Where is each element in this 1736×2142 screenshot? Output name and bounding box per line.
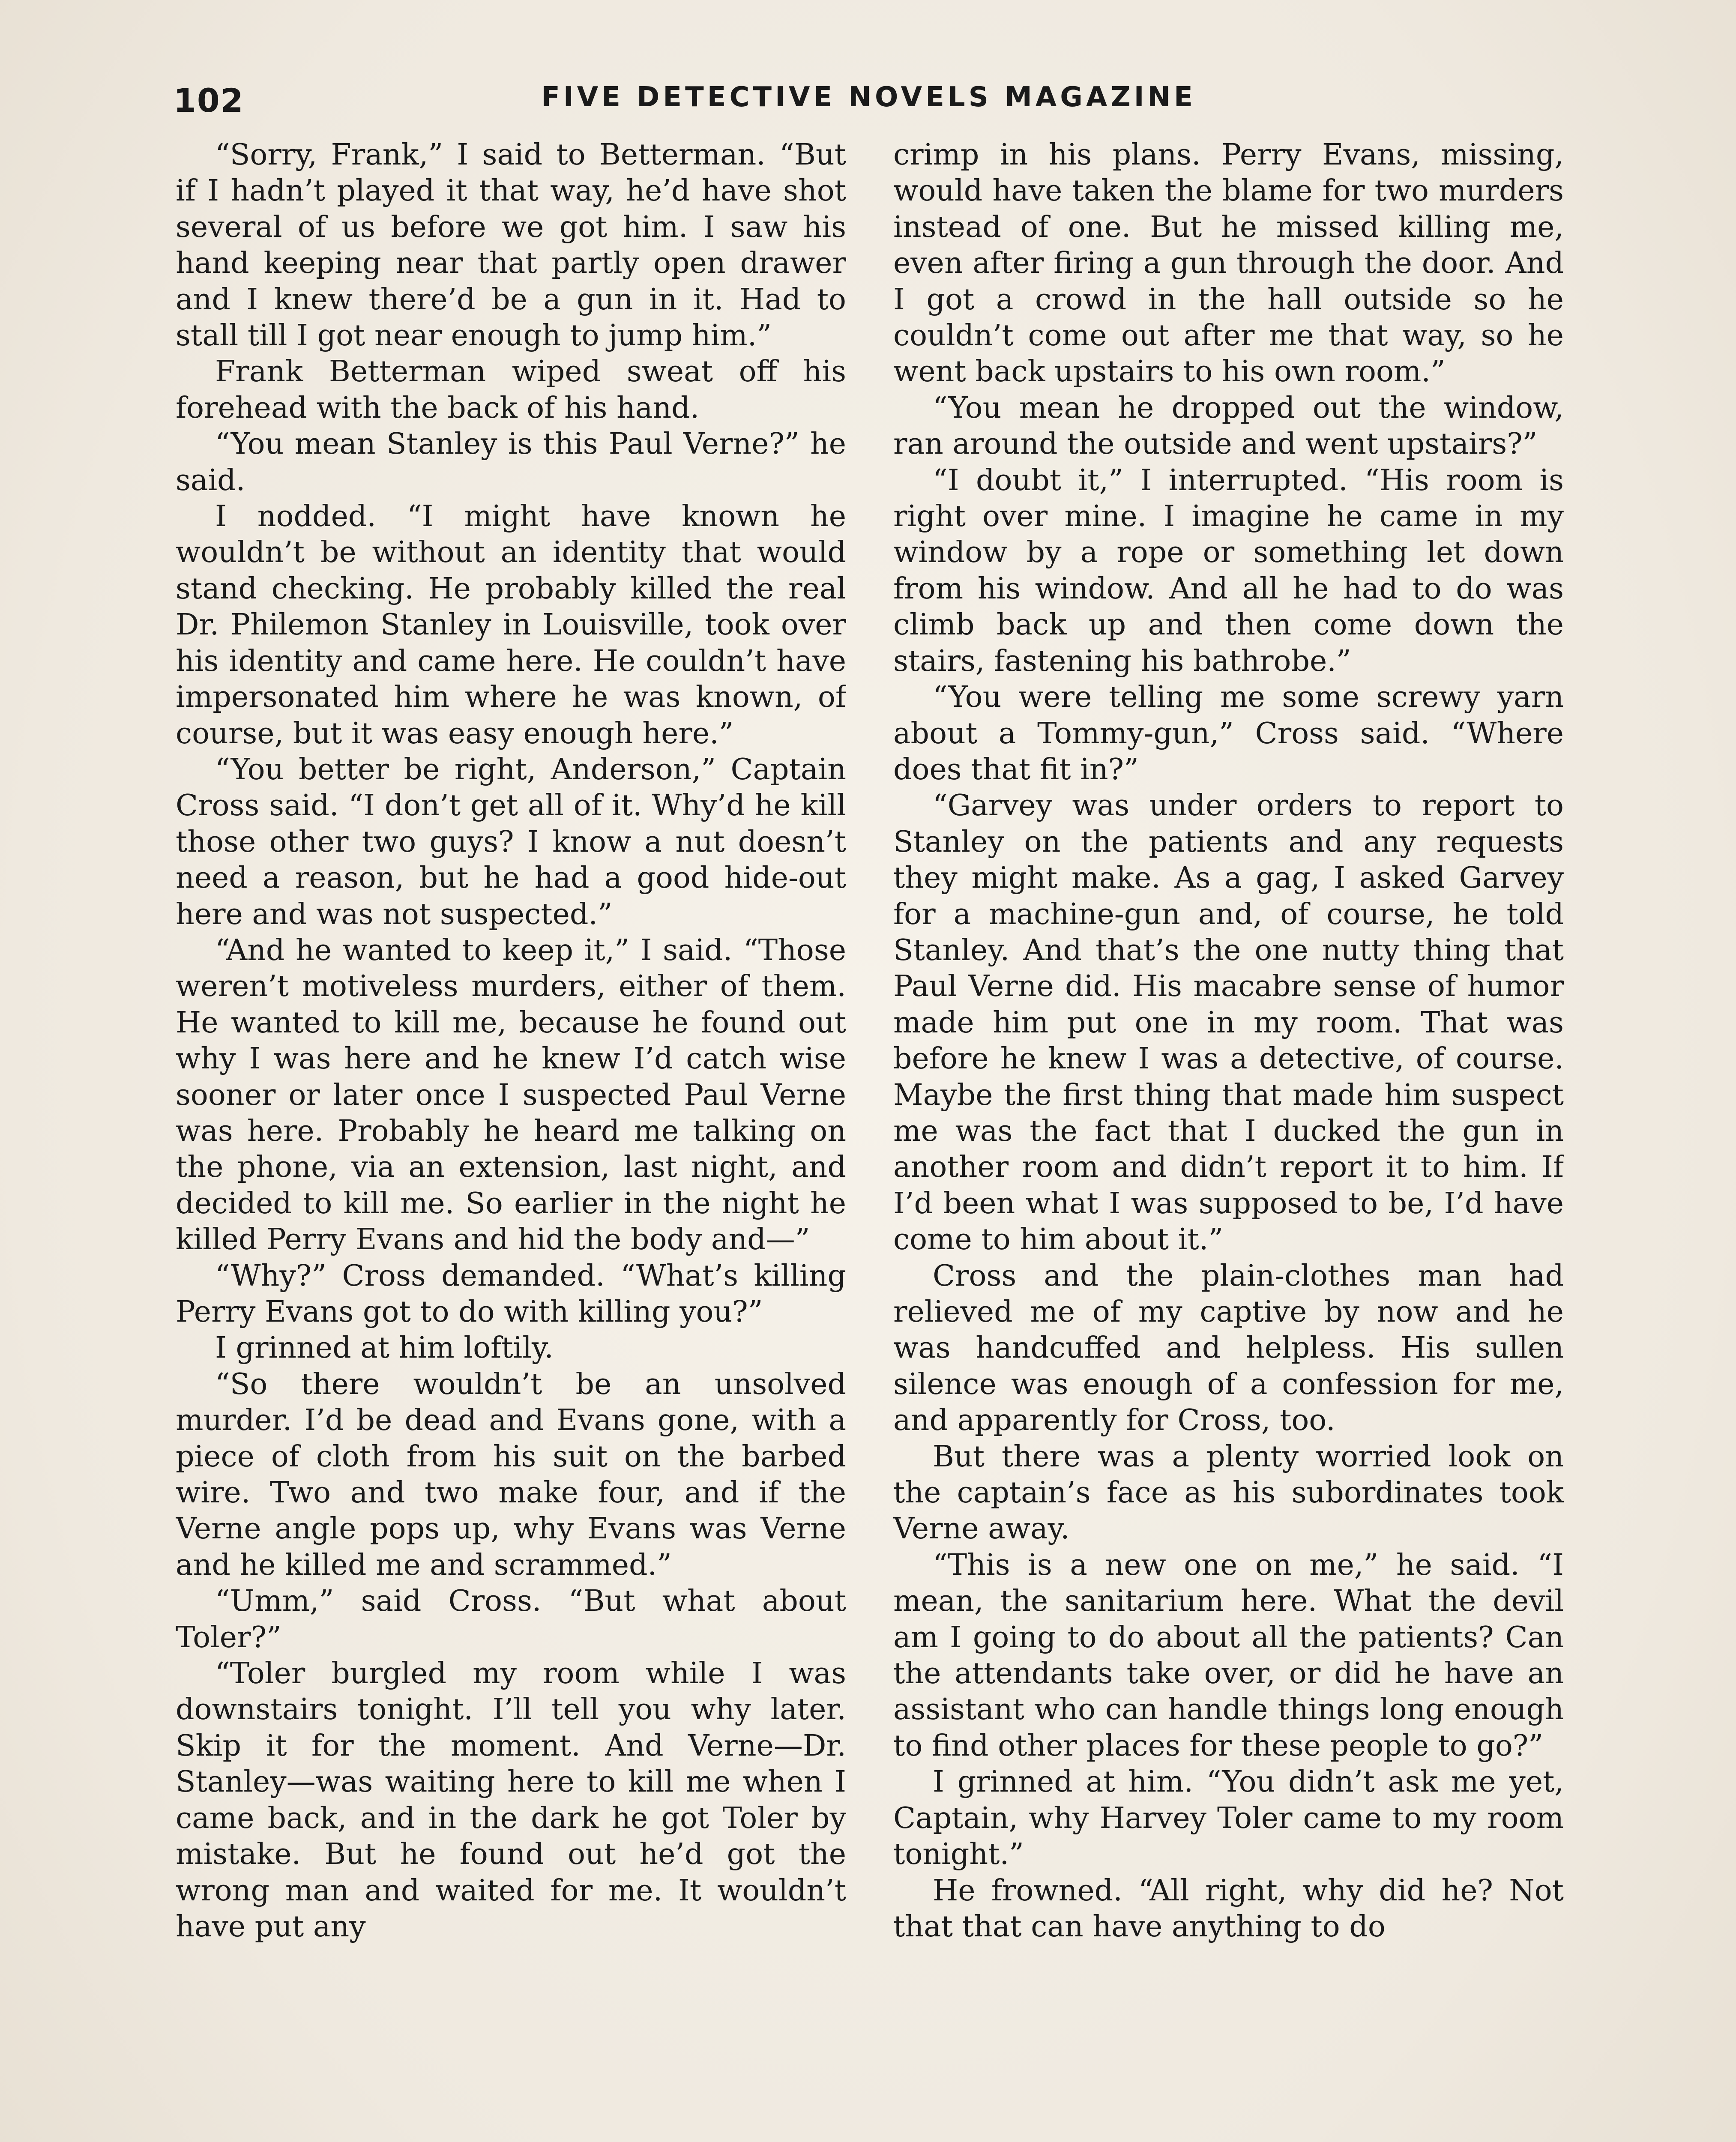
paragraph: Cross and the plain-clothes man had relieved me of my captive by now and he was handcuffed and helpless. His sullen silence was enough of a confession for me, and apparently for Cross, too.	[893, 1259, 1564, 1438]
paragraph: “Why?” Cross demanded. “What’s killing Perry Evans got to do with killing you?”	[176, 1259, 846, 1329]
paragraph: “You mean he dropped out the window, ran around the outside and went upstairs?”	[893, 391, 1564, 461]
paragraph: Frank Betterman wiped sweat off his forehead with the back of his hand.	[176, 355, 846, 425]
paragraph: “Sorry, Frank,” I said to Betterman. “But if I hadn’t played it that way, he’d have shot several of us before we got him. I saw his hand keeping near that partly open drawer and I knew there’d be a gun in it. Had to stall till I got near enough to jump him.”	[176, 138, 846, 353]
page-number: 102	[174, 81, 244, 120]
paragraph: I grinned at him. “You didn’t ask me yet, Captain, why Harvey Toler came to my room tonight.”	[893, 1765, 1564, 1872]
paragraph: “You mean Stanley is this Paul Verne?” he said.	[176, 427, 846, 497]
left-column	[176, 137, 846, 2142]
magazine-title: FIVE DETECTIVE NOVELS MAGAZINE	[541, 81, 1196, 113]
paragraph: “Garvey was under orders to report to Stanley on the patients and any requests they might make. As a gag, I asked Garvey for a machine-gun and, of course, he told Stanley. And that’s the one nutty thing that Paul Verne did. His macabre sense of humor made him put one in my room. That was before he knew I was a detective, of course. Maybe the first thing that made him suspect me was the fact that I ducked the gun in another room and didn’t report it to him. If I’d been what I was supposed to be, I’d have come to him about it.”	[893, 789, 1564, 1257]
paragraph: crimp in his plans. Perry Evans, missing, would have taken the blame for two murders instead of one. But he missed killing me, even after firing a gun through the door. And I got a crowd in the hall outside so he couldn’t come out after me that way, so he went back upstairs to his own room.”	[893, 138, 1564, 389]
paragraph: “So there wouldn’t be an unsolved murder. I’d be dead and Evans gone, with a piece of cloth from his suit on the barbed wire. Two and two make four, and if the Verne angle pops up, why Evans was Verne and he killed me and scrammed.”	[176, 1367, 846, 1582]
paragraph: I grinned at him loftily.	[215, 1331, 554, 1365]
paragraph: “I doubt it,” I interrupted. “His room is right over mine. I imagine he came in my window by a rope or something let down from his window. And all he had to do was climb back up and then come down the stairs, fastening his bathrobe.”	[893, 463, 1564, 678]
right-column	[893, 137, 1564, 2142]
paragraph: He frowned. “All right, why did he? Not that that can have anything to do	[893, 1873, 1564, 1944]
paragraph: “And he wanted to keep it,” I said. “Those weren’t motiveless murders, either of them. He wanted to kill me, because he found out why I was here and he knew I’d catch wise sooner or later once I suspected Paul Verne was here. Probably he heard me talking on the phone, via an extension, last night, and decided to kill me. So earlier in the night he killed Perry Evans and hid the body and—”	[176, 933, 846, 1257]
paragraph: “You better be right, Anderson,” Captain Cross said. “I don’t get all of it. Why’d he kill those other two guys? I know a nut doesn’t need a reason, but he had a good hide-out here and was not suspected.”	[176, 752, 846, 931]
text-columns	[176, 137, 1564, 2142]
paragraph: “Umm,” said Cross. “But what about Toler?”	[176, 1584, 846, 1654]
paragraph: “Toler burgled my room while I was downstairs tonight. I’ll tell you why later. Skip it for the moment. And Verne—Dr. Stanley—was waiting here to kill me when I came back, and in the dark he got Toler by mistake. But he found out he’d got the wrong man and waited for me. It wouldn’t have put any	[176, 1657, 846, 1944]
paragraph: “This is a new one on me,” he said. “I mean, the sanitarium here. What the devil am I going to do about all the patients? Can the attendants take over, or did he have an assistant who can handle things long enough to find other places for these people to go?”	[893, 1548, 1564, 1763]
paragraph: I nodded. “I might have known he wouldn’t be without an identity that would stand checking. He probably killed the real Dr. Philemon Stanley in Louisville, took over his identity and came here. He couldn’t have impersonated him where he was known, of course, but it was easy enough here.”	[176, 500, 846, 751]
paragraph: “You were telling me some screwy yarn about a Tommy-gun,” Cross said. “Where does that fit in?”	[893, 680, 1564, 787]
page-header	[174, 81, 1564, 137]
paragraph: But there was a plenty worried look on the captain’s face as his subordinates took Verne away.	[893, 1439, 1564, 1546]
